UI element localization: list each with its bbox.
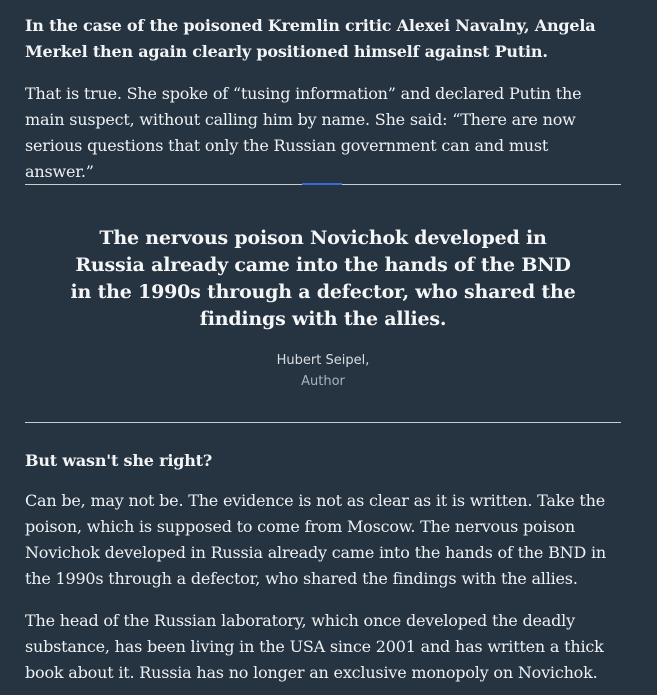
interview-answer: The head of the Russian laboratory, which once developed the deadly substance, has been living in the USA since 2001 and has written a thick book about it. Russia has no longer an exclusive monopoly on Novichok. <box>25 611 604 682</box>
interview-answer: Can be, may not be. The evidence is not as clear as it is written. Take the poison, which is supposed to come from Moscow. The nervous poison Novichok developed in Russia already came into the hands of the BND in the 1990s through a defector, who shared the findings with the allies. <box>25 491 606 588</box>
pull-quote-attribution <box>25 350 621 392</box>
divider-accent-mark <box>302 183 342 185</box>
interview-answer: That is true. She spoke of “tusing information” and declared Putin the main suspect, without calling him by name. She said: “There are now serious questions that only the Russian government can and must answer.” <box>25 84 582 181</box>
pull-quote-text: The nervous poison Novichok developed in Russia already came into the hands of the BND in the 1990s through a defector, who shared the findings with the allies. <box>70 227 576 330</box>
pull-quote-bottom-divider <box>25 422 621 423</box>
quote-author-name: Hubert Seipel, <box>276 353 370 368</box>
interview-question: In the case of the poisoned Kremlin critic Alexei Navalny, Angela Merkel then again clearly positioned himself against Putin. <box>25 16 596 61</box>
interview-question: But wasn't she right? <box>25 451 213 470</box>
quote-author-role: Author <box>301 374 345 389</box>
